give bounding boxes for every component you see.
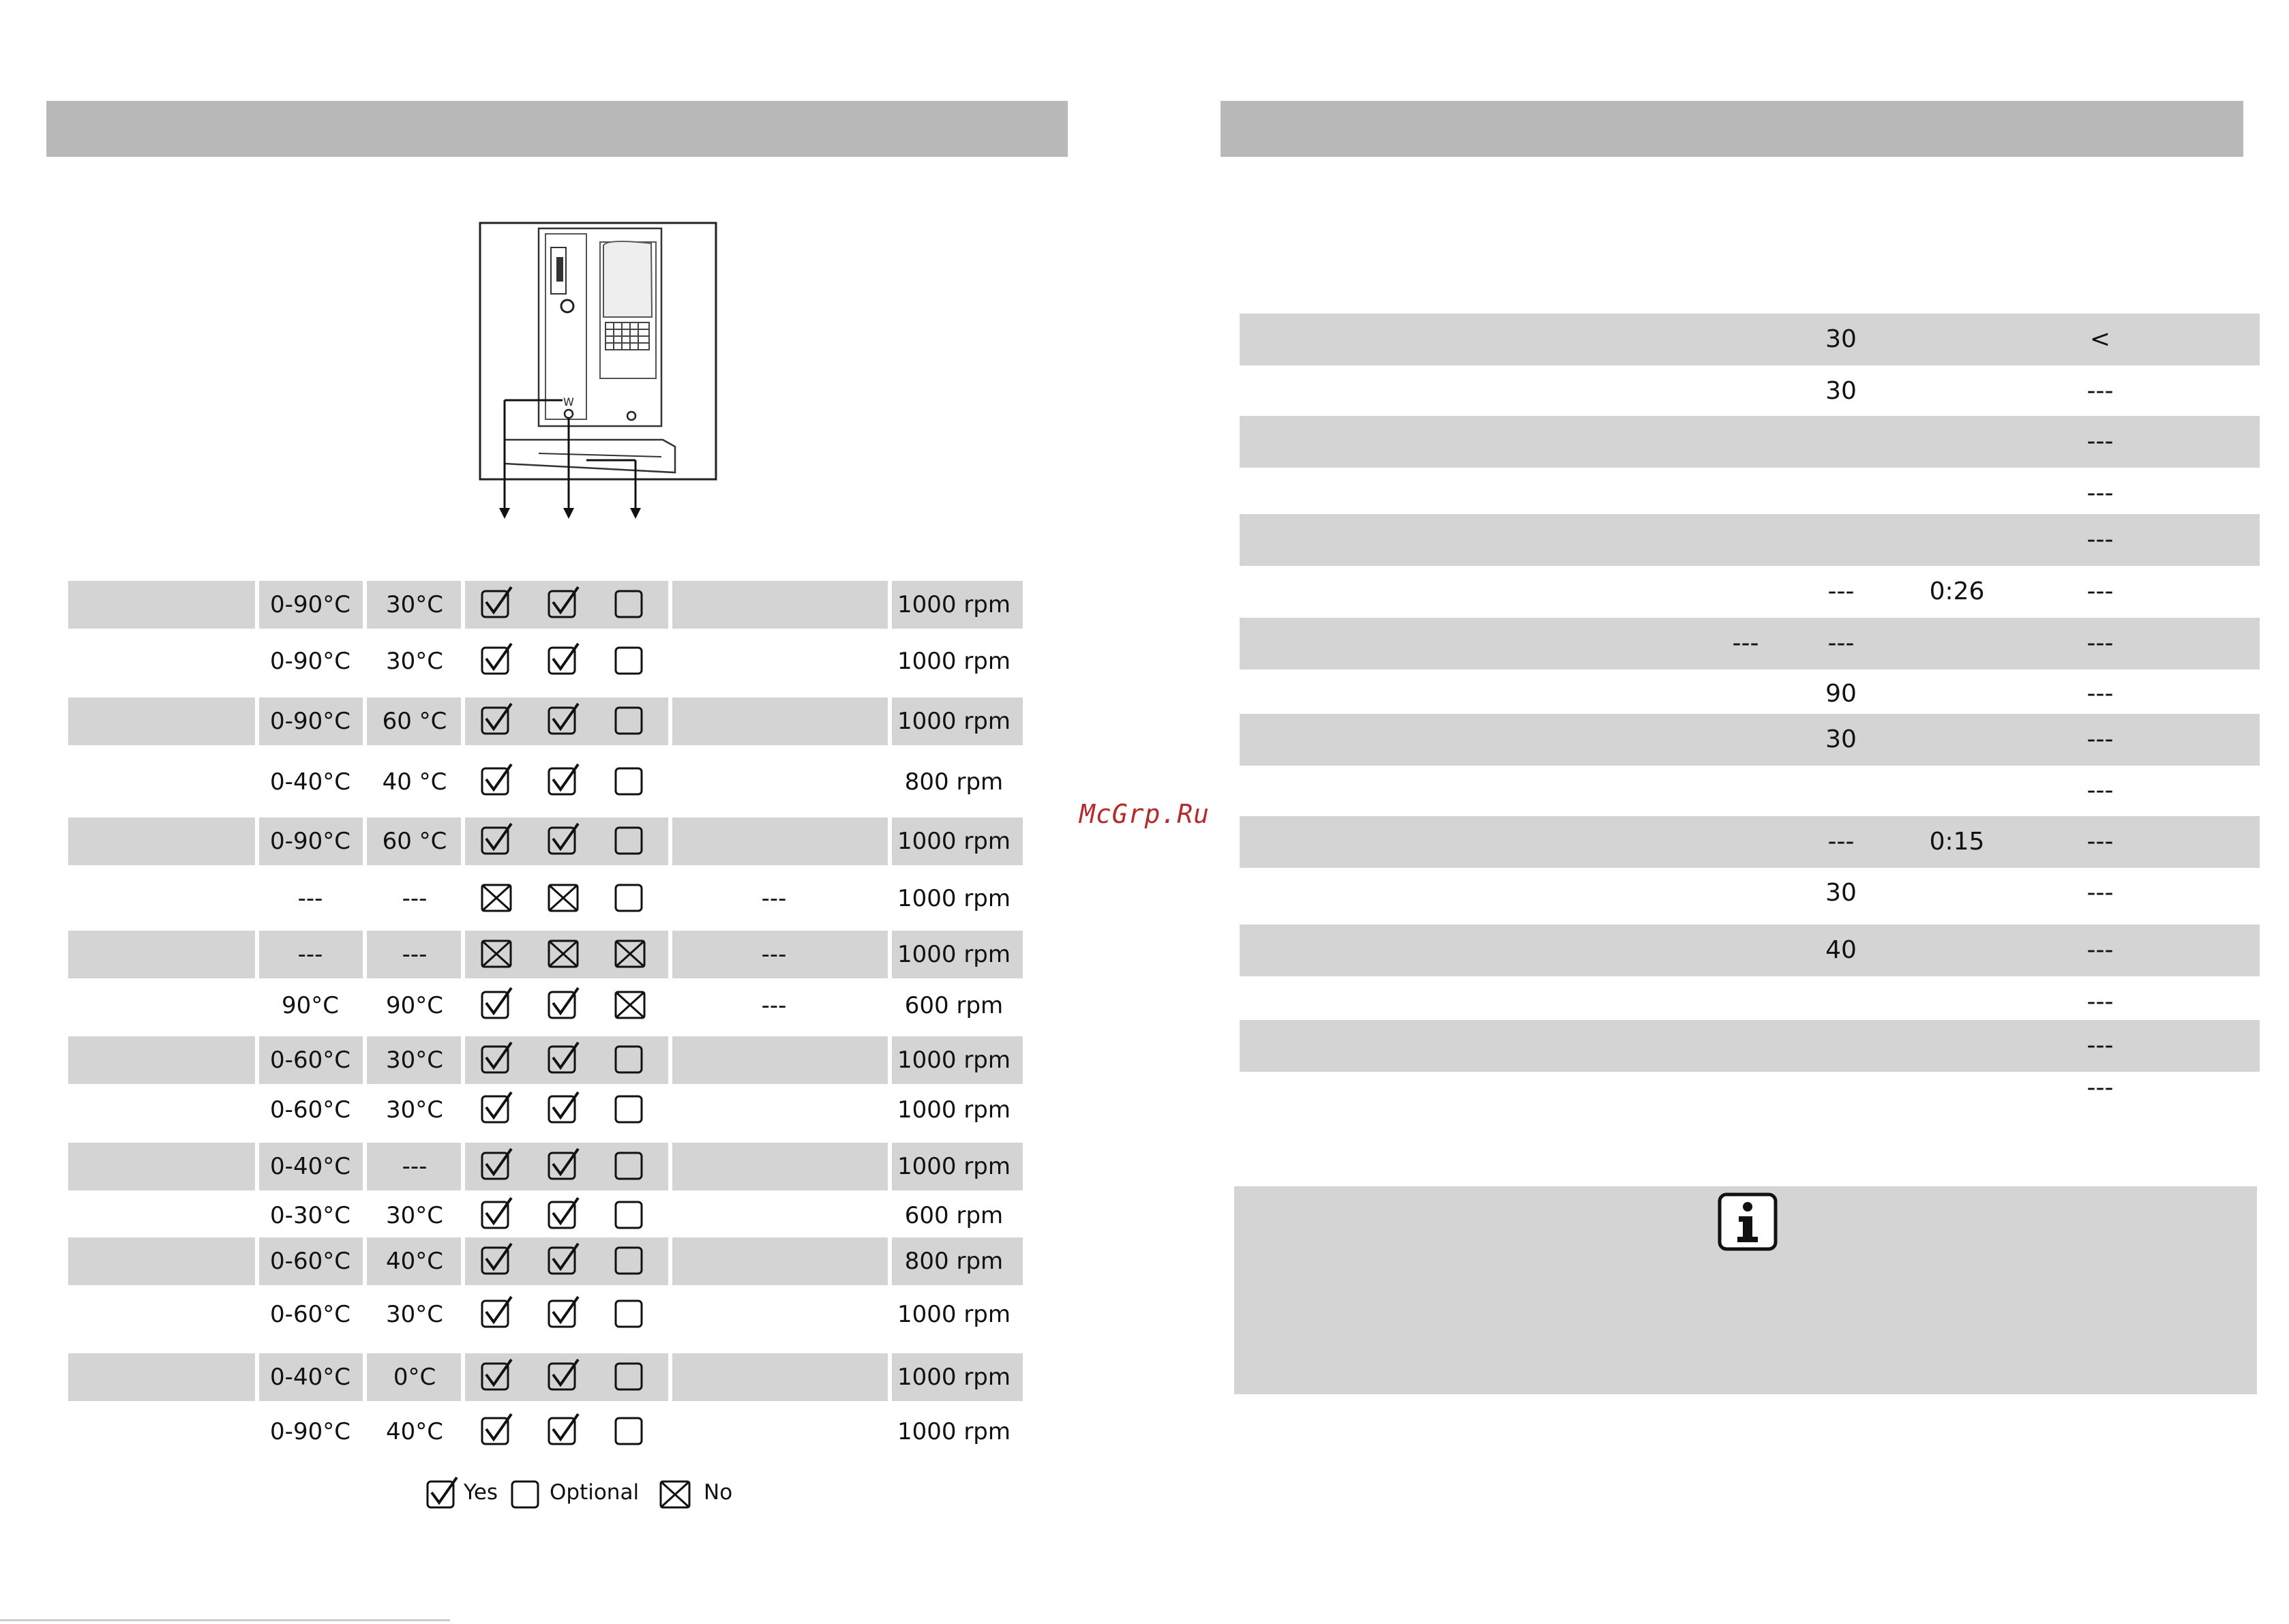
checkbox-no-icon [614,986,648,1020]
footer-rule [0,1619,450,1621]
checkbox-yes-icon [425,1475,460,1509]
checkbox-yes-icon [547,1196,581,1230]
checkbox-optional-icon [614,1295,648,1329]
column-divider [668,1353,672,1401]
column-divider [461,931,465,978]
default-temperature: 40°C [385,1418,443,1445]
legend-no-label: No [704,1480,733,1505]
checkbox-no-icon [480,935,514,969]
checkbox-yes-icon [547,1295,581,1329]
default-temperature: 60 °C [382,828,447,855]
spin-speed: 800 rpm [904,1248,1004,1275]
checkbox-optional-icon [614,1357,648,1392]
value-d: --- [2086,988,2114,1016]
value-d: --- [2086,427,2114,455]
checkbox-yes-icon [547,822,581,856]
row-band [68,1143,1023,1190]
column-divider [363,1036,367,1084]
checkbox-optional-icon [614,1040,648,1074]
checkbox-optional-icon [614,1090,648,1124]
extra-option: --- [761,992,787,1019]
column-divider [255,1237,259,1285]
spin-speed: 800 rpm [904,768,1004,796]
row-band [68,581,1023,629]
checkbox-yes-icon [480,585,514,619]
column-divider [461,1143,465,1190]
row-band [68,931,1023,978]
column-divider [668,931,672,978]
spin-speed: 1000 rpm [897,941,1011,968]
default-temperature: 60 °C [382,708,447,735]
checkbox-no-icon [659,1475,693,1509]
column-divider [255,931,259,978]
checkbox-no-icon [547,935,581,969]
spin-speed: 600 rpm [904,1202,1004,1229]
temperature-range: 0-30°C [270,1202,350,1229]
column-divider [461,697,465,745]
column-divider [363,697,367,745]
column-divider [461,1237,465,1285]
extra-option: --- [761,885,787,912]
spin-speed: 1000 rpm [897,885,1011,912]
right-header-bar [1221,101,2243,157]
temperature-range: 0-60°C [270,1047,350,1074]
checkbox-no-icon [547,879,581,913]
column-divider [363,1237,367,1285]
temperature-range: --- [297,885,323,912]
temperature-range: 0-90°C [270,708,350,735]
spin-speed: 1000 rpm [897,648,1011,675]
value-d: --- [2086,377,2114,405]
checkbox-yes-icon [547,986,581,1020]
default-temperature: 30°C [385,591,443,618]
value-b: --- [1827,577,1855,605]
detergent-dispenser-drawer [477,222,723,522]
column-divider [363,1353,367,1401]
value-d: --- [2086,879,2114,907]
value-b: 30 [1825,725,1857,753]
temperature-range: 0-90°C [270,648,350,675]
column-divider [888,817,892,865]
column-divider [255,1143,259,1190]
column-divider [888,581,892,629]
legend-yes-label: Yes [464,1480,498,1505]
default-temperature: 30°C [385,1301,443,1328]
default-temperature: 40°C [385,1248,443,1275]
row-band [68,1237,1023,1285]
checkbox-optional-icon [614,702,648,736]
checkbox-yes-icon [547,642,581,676]
default-temperature: --- [402,941,428,968]
row-band [68,697,1023,745]
checkbox-yes-icon [480,642,514,676]
value-d: --- [2086,828,2114,856]
column-divider [461,817,465,865]
value-d: --- [2086,1032,2114,1059]
left-header-bar [46,101,1068,157]
extra-option: --- [761,941,787,968]
checkbox-optional-icon [614,1242,648,1276]
row-band [68,817,1023,865]
column-divider [461,1353,465,1401]
checkbox-yes-icon [480,1412,514,1446]
checkbox-yes-icon [480,822,514,856]
checkbox-optional-icon [614,585,648,619]
value-d: --- [2086,479,2114,507]
column-divider [888,1353,892,1401]
value-d: --- [2086,777,2114,805]
checkbox-optional-icon [614,1412,648,1446]
spin-speed: 600 rpm [904,992,1004,1019]
checkbox-optional-icon [614,1196,648,1230]
default-temperature: 30°C [385,648,443,675]
checkbox-optional-icon [614,1147,648,1181]
checkbox-optional-icon [614,642,648,676]
value-c: 0:26 [1929,577,1985,605]
checkbox-no-icon [614,935,648,969]
spin-speed: 1000 rpm [897,1418,1011,1445]
checkbox-optional-icon [614,879,648,913]
column-divider [363,817,367,865]
checkbox-yes-icon [480,1147,514,1181]
value-b: --- [1827,629,1855,657]
checkbox-yes-icon [480,702,514,736]
column-divider [461,1036,465,1084]
value-b: 30 [1825,377,1857,405]
temperature-range: 0-60°C [270,1248,350,1275]
temperature-range: 0-40°C [270,1153,350,1180]
checkbox-optional-icon [614,762,648,796]
checkbox-yes-icon [480,986,514,1020]
default-temperature: 0°C [393,1364,436,1391]
value-d: --- [2086,577,2114,605]
column-divider [888,1143,892,1190]
column-divider [668,817,672,865]
temperature-range: 90°C [281,992,339,1019]
checkbox-yes-icon [480,1196,514,1230]
temperature-range: 0-40°C [270,1364,350,1391]
spin-speed: 1000 rpm [897,1153,1011,1180]
checkbox-yes-icon [480,1295,514,1329]
column-divider [363,581,367,629]
default-temperature: 40 °C [382,768,447,796]
spin-speed: 1000 rpm [897,1364,1011,1391]
column-divider [363,931,367,978]
spin-speed: 1000 rpm [897,591,1011,618]
column-divider [668,697,672,745]
spin-speed: 1000 rpm [897,828,1011,855]
value-c: 0:15 [1929,828,1985,856]
checkbox-yes-icon [547,1040,581,1074]
checkbox-yes-icon [480,1040,514,1074]
temperature-range: 0-90°C [270,828,350,855]
temperature-range: 0-90°C [270,591,350,618]
checkbox-yes-icon [480,1090,514,1124]
default-temperature: --- [402,885,428,912]
column-divider [668,1143,672,1190]
column-divider [888,1036,892,1084]
checkbox-no-icon [480,879,514,913]
legend-optional-label: Optional [550,1480,640,1505]
checkbox-yes-icon [547,1412,581,1446]
column-divider [888,931,892,978]
checkbox-yes-icon [547,1242,581,1276]
default-temperature: 30°C [385,1047,443,1074]
value-d: --- [2086,725,2114,753]
default-temperature: --- [402,1153,428,1180]
checkbox-optional-icon [614,822,648,856]
column-divider [888,697,892,745]
value-b: 40 [1825,936,1857,964]
spin-speed: 1000 rpm [897,1047,1011,1074]
column-divider [668,1036,672,1084]
column-divider [255,1036,259,1084]
temperature-range: 0-60°C [270,1301,350,1328]
watermark: McGrp.Ru [1079,799,1210,829]
value-d: --- [2086,936,2114,964]
column-divider [255,697,259,745]
default-temperature: 90°C [385,992,443,1019]
checkbox-yes-icon [547,762,581,796]
legend [423,1473,750,1514]
value-a: --- [1732,629,1759,657]
checkbox-yes-icon [480,1242,514,1276]
checkbox-yes-icon [547,1147,581,1181]
checkbox-yes-icon [547,585,581,619]
checkbox-yes-icon [480,762,514,796]
checkbox-yes-icon [480,1357,514,1392]
value-d: --- [2086,680,2114,708]
default-temperature: 30°C [385,1202,443,1229]
value-d: --- [2086,629,2114,657]
value-b: 90 [1825,680,1857,708]
value-b: --- [1827,828,1855,856]
column-divider [461,581,465,629]
value-b: 30 [1825,879,1857,907]
column-divider [363,1143,367,1190]
column-divider [255,1353,259,1401]
default-temperature: 30°C [385,1096,443,1124]
value-d: --- [2086,1074,2114,1102]
column-divider [668,581,672,629]
value-d: --- [2086,526,2114,554]
checkbox-yes-icon [547,702,581,736]
svg-text:W: W [563,395,574,408]
column-divider [255,581,259,629]
column-divider [668,1237,672,1285]
spin-speed: 1000 rpm [897,1301,1011,1328]
column-divider [888,1237,892,1285]
column-divider [255,817,259,865]
checkbox-optional-icon [510,1475,544,1509]
temperature-range: 0-40°C [270,768,350,796]
temperature-range: 0-60°C [270,1096,350,1124]
value-b: 30 [1825,325,1857,353]
temperature-range: 0-90°C [270,1418,350,1445]
checkbox-yes-icon [547,1090,581,1124]
temperature-range: --- [297,941,323,968]
info-icon [1717,1192,1778,1252]
row-band [68,1353,1023,1401]
row-band [68,1036,1023,1084]
spin-speed: 1000 rpm [897,708,1011,735]
checkbox-yes-icon [547,1357,581,1392]
spin-speed: 1000 rpm [897,1096,1011,1124]
value-d: < [2089,325,2111,353]
